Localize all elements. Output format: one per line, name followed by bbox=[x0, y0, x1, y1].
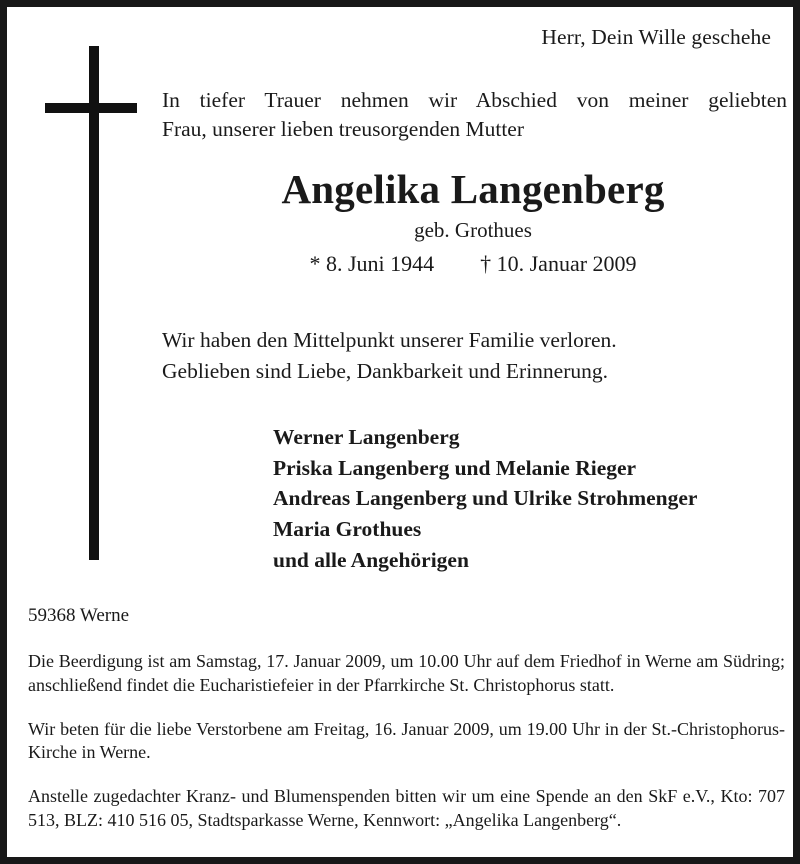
city-line: 59368 Werne bbox=[28, 605, 130, 626]
cross-vertical-beam bbox=[89, 46, 99, 560]
family-name-item: Werner Langenberg bbox=[273, 425, 460, 449]
motto-text: Herr, Dein Wille geschehe bbox=[541, 25, 771, 49]
family-names-list bbox=[273, 422, 773, 576]
notice-inner bbox=[7, 7, 793, 857]
cross-horizontal-beam bbox=[45, 103, 137, 113]
burial-info: Die Beerdigung ist am Samstag, 17. Januar 2009, um 10.00 Uhr auf dem Friedhof in Werne am Südring; anschließend findet die Eucharistiefeier in der Pfarrkirche St. Christophorus statt. bbox=[28, 651, 785, 695]
intro-line-2: Frau, unserer lieben treusorgenden Mutter bbox=[162, 116, 525, 141]
intro-paragraph bbox=[162, 86, 787, 143]
deceased-dates bbox=[157, 251, 789, 277]
family-name-item: und alle Angehörigen bbox=[273, 547, 469, 572]
intro-line-1: In tiefer Trauer nehmen wir Abschied von meiner geliebten bbox=[162, 88, 787, 112]
donation-info: Anstelle zugedachter Kranz- und Blumenspenden bitten wir um eine Spende an den SkF e.V., Kto: 707 513, BLZ: 410 516 05, Stadtsparkasse Werne, Kennwort: „Angelika Langenberg“. bbox=[28, 786, 785, 830]
family-name-item: Priska Langenberg und Melanie Rieger bbox=[273, 455, 637, 480]
family-name-item: Maria Grothues bbox=[273, 517, 422, 542]
death-date: † 10. Januar 2009 bbox=[480, 251, 637, 277]
family-name-item: Andreas Langenberg und Ulrike Strohmenger bbox=[273, 486, 698, 511]
verse-line-1: Wir haben den Mittelpunkt unserer Familie verloren. bbox=[162, 328, 617, 352]
footer-details bbox=[28, 650, 785, 833]
memorial-verse bbox=[162, 325, 787, 386]
birth-date: * 8. Juni 1944 bbox=[309, 251, 435, 277]
deceased-maiden-name: geb. Grothues bbox=[414, 218, 532, 243]
verse-line-2: Geblieben sind Liebe, Dankbarkeit und Erinnerung. bbox=[162, 358, 608, 383]
deceased-block bbox=[157, 167, 789, 278]
prayer-info: Wir beten für die liebe Verstorbene am Freitag, 16. Januar 2009, um 19.00 Uhr in der St.-Christophorus-Kirche in Werne. bbox=[28, 718, 785, 763]
cross-icon bbox=[45, 46, 145, 566]
deceased-name: Angelika Langenberg bbox=[281, 166, 665, 212]
